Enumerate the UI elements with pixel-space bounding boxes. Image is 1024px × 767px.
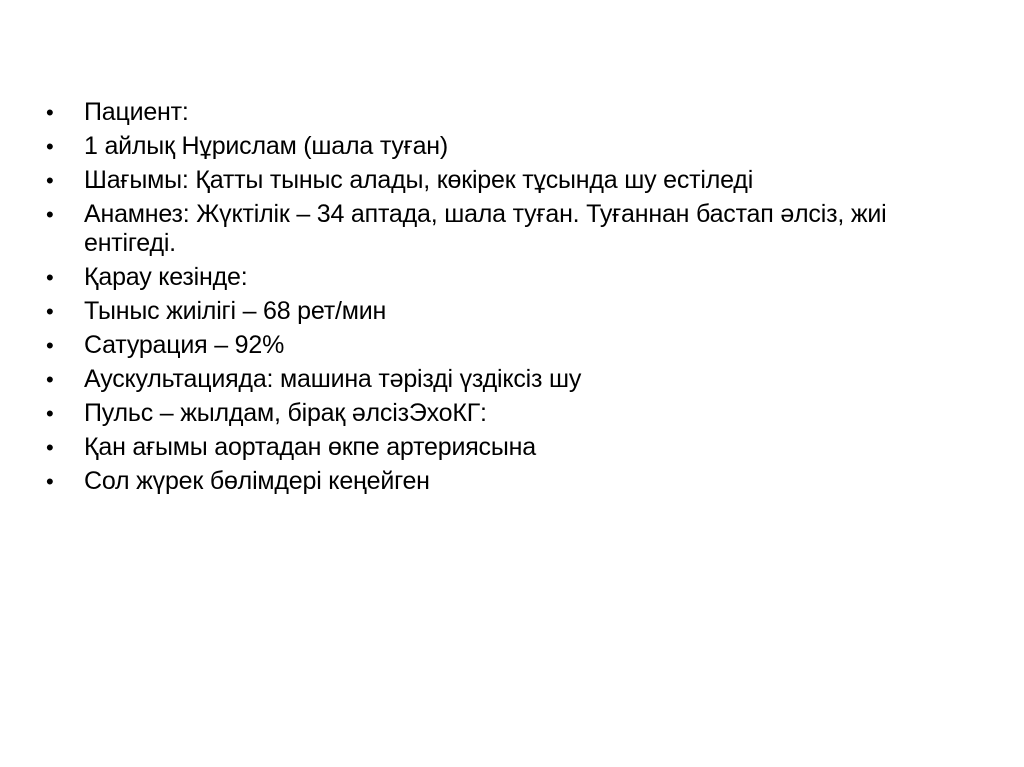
- bullet-point-icon: •: [46, 469, 54, 494]
- bullet-point-icon: •: [46, 265, 54, 290]
- bullet-text: Қарау кезінде:: [84, 263, 248, 291]
- bullet-point-icon: •: [46, 299, 54, 324]
- bullet-text: Шағымы: Қатты тыныс алады, көкірек тұсында шу естіледі: [84, 166, 754, 194]
- bullet-item-saturation: [46, 331, 906, 360]
- bullet-point-icon: •: [46, 100, 54, 125]
- bullet-text: Аускультацияда: машина тәрізді үздіксіз шу: [84, 365, 582, 393]
- bullet-point-icon: •: [46, 168, 54, 193]
- bullet-point-icon: •: [46, 134, 54, 159]
- bullet-item-blood-flow: [46, 433, 906, 462]
- bullet-text: Тыныс жиілігі – 68 рет/мин: [84, 297, 387, 325]
- bullet-item-patient: [46, 98, 906, 127]
- bullet-text: Пульс – жылдам, бірақ әлсізЭхоКГ:: [84, 399, 487, 427]
- bullet-item-examination: [46, 263, 906, 292]
- bullet-text: Пациент:: [84, 98, 189, 126]
- bullet-item-pulse: [46, 399, 906, 428]
- bullet-list: [46, 98, 906, 501]
- bullet-item-anamnesis: [46, 200, 906, 258]
- bullet-point-icon: •: [46, 367, 54, 392]
- bullet-point-icon: •: [46, 435, 54, 460]
- bullet-text: Сол жүрек бөлімдері кеңейген: [84, 467, 430, 495]
- bullet-item-respiratory-rate: [46, 297, 906, 326]
- bullet-text: Сатурация – 92%: [84, 331, 285, 359]
- bullet-point-icon: •: [46, 401, 54, 426]
- bullet-text: 1 айлық Нұрислам (шала туған): [84, 132, 449, 160]
- bullet-item-heart-chambers: [46, 467, 906, 496]
- bullet-point-icon: •: [46, 202, 54, 227]
- bullet-item-complaints: [46, 166, 906, 195]
- bullet-text: Анамнез: Жүктілік – 34 аптада, шала туған. Туғаннан бастап әлсіз, жиі ентігеді.: [84, 200, 887, 257]
- bullet-item-age: [46, 132, 906, 161]
- bullet-text: Қан ағымы аортадан өкпе артериясына: [84, 433, 536, 461]
- bullet-item-auscultation: [46, 365, 906, 394]
- bullet-point-icon: •: [46, 333, 54, 358]
